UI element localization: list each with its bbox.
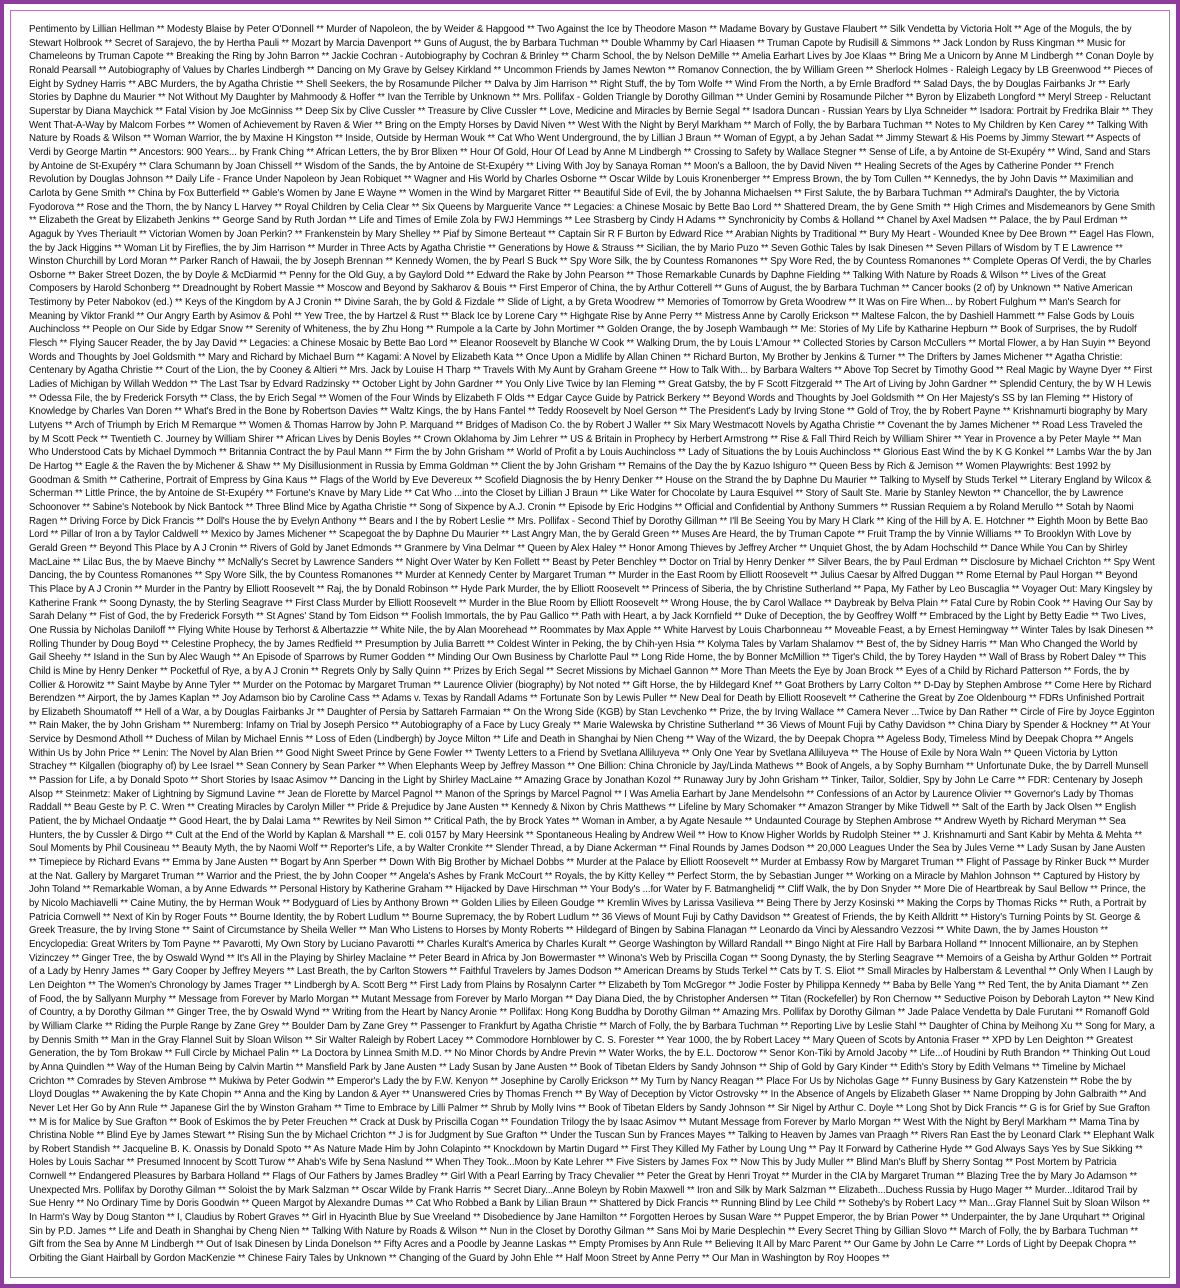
book-list-text: Pentimento by Lillian Hellman ** Modesty Blaise by Peter O'Donnell ** Murder of Napoleon, the by Weider & Hapgood ** Two Against the Ice by Theodore Mason ** Madame Bovary by Gustave Flaubert ** Silk Vendetta by Victoria Holt ** Age of the Moguls, the by Stewart Holbrook ** Secret of Sarajevo, the by Hertha Pauli ** Mozart by Marcia Davenport ** Guns of August, the by Barbara Tuchman ** Double Whammy by Carl Hiaasen ** Truman Capote by Rudisill & Simmons ** Jack London by Russ Kingman ** Music for Chameleons by Truman Capote ** Breaking the Ring by John Barron ** Jackie Cochran - Autobiography by Cochran & Brinley ** Charm School, the by Nelson DeMille ** Amelia Earhart Lives by Joe Klaas ** Bring Me a Unicorn by Anne M Lindbergh ** Conan Doyle by Ronald Pearsall ** Autobiography of Values by Charles Lindbergh ** Dancing on My Grave by Gelsey Kirkland ** Uncommon Friends by James Newton ** Romanov Connection, the by William Green ** Sherlock Holmes - Raleigh Legacy by LB Greenwood ** Pieces of Eight by Sydney Harris ** ABC Murders, the by Agatha Christie ** Shell Seekers, the by Rosamunde Pilcher ** Dalva by Jim Harrison ** Right Stuff, the by Tom Wolfe ** Wind From the North, a by Ernle Bradford ** Salad Days, the by Douglas Fairbanks Jr ** Early Stories by Daphne du Maurier ** Not Without My Daughter by Mahmoody & Hoffer ** Ivan the Terrible by Unknown ** Mrs. Pollifax - Golden Triangle by Dorothy Gillman ** Under Gemini by Rosamunde Pilcher ** Byron by Elizabeth Longford ** Meryl Streep - Reluctant Superstar by Diana Maychick ** Fatal Vision by Joe McGinniss ** Deep Six by Clive Cussler ** Treasure by Clive Cussler ** Love, Medicine and Miracles by Bernie Segal ** Isadora Duncan - Russian Years by Llya Schneider ** Isadora: Portrait by Fredrika Blair ** They Went That-A-Way by Malcom Forbes ** Women of Achievement by Raven & Wier ** Bring on the Empty Horses by David Niven ** West With the Night by Beryl Markham ** March of Folly, the by Barbara Tuchman ** Notes to My Children by Ken Carey ** Talking With Nature by Roads & Wilson ** Woman Warrior, the by Maxine H Kingston ** Inside, Outside by Herman Wouk ** Cat Who Went Underground, the by Lillian J Braun ** Woman of Egypt, a by Jehan Sadat ** Jimmy Stewart & His Poems by Jimmy Stewart ** Aspects of Verdi by George Martin ** Ancestors: 900 Years... by Frank Ching ** African Letters, the by Bror Blixen ** Hour Of Gold, Hour Of Lead by Anne M Lindbergh ** Crossing to Safety by Wallace Stegner ** Sense of Life, a by Antoine de St-Exupéry ** Wind, Sand and Stars by Antoine de St-Exupéry ** Clara Schumann by Joan Chissell ** Wisdom of the Sands, the by Antoine de St-Exupéry ** Living With Joy by Sanaya Roman ** Moon's a Balloon, the by David Niven ** Healing Secrets of the Ages by Catherine Ponder ** French Revolution by Douglas Johnson ** Daily Life - France Under Napoleon by Jean Robiquet ** Wagner and His World by Charles Osborne ** Oscar Wilde by Louis Kronenberger ** Empress Brown, the by Tom Cullen ** Kennedys, the by John Davis ** Maximilian and Carlota by Gene Smith ** China by Fox Butterfield ** Gable's Women by Jane E Wayne ** Women in the Wind by Margaret Ritter ** Beautiful Side of Evil, the by Johanna Michaelsen ** First Salute, the by Barbara Tuchman ** Admiral's Daughter, the by Victoria Fyodorova ** Rose and the Thorn, the by Nancy L Harvey ** Royal Children by Celia Clear ** Six Queens by Marguerite Vance ** Legacies: a Chinese Mosaic by Bette Bao Lord ** Shattered Dream, the by Gene Smith ** High Crimes and Misdemeanors by Gene Smith ** Elizabeth the Great by Elizabeth Jenkins ** George Sand by Ruth Jordan ** Life and Times of Emile Zola by FWJ Hemmings ** Lee Strasberg by Cindy H Adams ** Synchronicity by Combs & Holland ** Chanel by Axel Madsen ** Palace, the by Paul Erdman ** Agaguk by Yves Theriault ** Victorian Women by Joan Perkin? ** Frankenstein by Mary Shelley ** Piaf by Simone Berteaut ** Captain Sir R F Burton by Edward Rice ** Arabian Nights by Traditional ** Bury My Heart - Wounded Knee by Dee Brown ** Eagel Has Flown, the by Jack Higgins ** Woman Lit by Fireflies, the by Jim Harrison ** Murder in Three Acts by Agatha Christie ** Generations by Howe & Strauss ** Sicilian, the by Mario Puzo ** Seven Gothic Tales by Isak Dinesen ** Seven Pillars of Wisdom by T E Lawrence ** Winston Churchill by Lord Moran ** Parker Ranch of Hawaii, the by Joseph Brennan ** Kennedy Women, the by Pearl S Buck ** Spy Wore Silk, the by Countess Romanones ** Spy Wore Red, the by Countess Romanones ** Complete Operas Of Verdi, the by Charles Osborne ** Baker Street Dozen, the by Doyle & McDiarmid ** Penny for the Old Guy, a by Gaylord Dold ** Edward the Rake by John Pearson ** Those Remarkable Cunards by Daphne Fielding ** Talking With Nature by Roads & Wilson ** Lives of the Great Composers by Harold Schonberg ** Dreadnought by Robert Massie ** Moscow and Beyond by Sakharov & Bouis ** First Emperor of China, the by Arthur Cotterell ** Guns of August, the by Barbara Tuchman ** Cancer books (2 of) by Unknown ** Native American Testimony by Peter Nabokov (ed.) ** Keys of the Kingdom by A J Cronin ** Divine Sarah, the by Gold & Fizdale ** Slide of Light, a by Greta Woodrew ** Memories of Tomorrow by Greta Woodrew ** It Was on Fire When... by Robert Fulghum ** Man's Search for Meaning by Viktor Frankl ** Our Angry Earth by Asimov & Pohl ** Yew Tree, the by Hartzel & Rust ** Black Ice by Lorene Cary ** Highgate Rise by Anne Perry ** Mistress Anne by Carolly Erickson ** Maltese Falcon, the by Dashiell Hammett ** False Gods by Louis Auchincloss ** People on Our Side by Edgar Snow ** Serenity of Whiteness, the by Zhu Hong ** Rumpole a la Carte by John Mortimer ** Golden Orange, the by Joseph Wambaugh ** Me: Stories of My Life by Katharine Hepburn ** Book of Surprises, the by Rudolf Flesch ** Flying Saucer Reader, the by Jay David ** Legacies: a Chinese Mosaic by Bette Bao Lord ** Eleanor Roosevelt by Blanche W Cook ** Walking Drum, the by Louis L'Amour ** Collected Stories by Carson McCullers ** Mortal Flower, a by Han Suyin ** Beyond Words and Thoughts by Joel Goldsmith ** Mary and Richard by Michael Burn ** Kagami: A Novel by Elizabeth Kata ** Once Upon a Midlife by Allan Chinen ** Richard Burton, My Brother by Jenkins & Turner ** The Drifters by James Michener ** Agatha Christie: Centenary by Agatha Christie ** Court of the Lion, the by Cooney & Altieri ** Mrs. Jack by Louise H Tharp ** Travels With My Aunt by Graham Greene ** How to Talk With... by Barbara Walters ** Above Top Secret by Timothy Good ** Real Magic by Wayne Dyer ** First Ladies of Michigan by Willah Weddon ** The Last Tsar by Edvard Radzinsky ** October Light by John Gardner ** You Only Live Twice by Ian Fleming ** Great Gatsby, the by F Scott Fitzgerald ** The Art of Living by John Gardner ** Splendid Century, the by W H Lewis ** Odessa File, the by Frederick Forsyth ** Class, the by Erich Segal ** Women of the Four Winds by Elizabeth F Olds ** Edgar Cayce Guide by Patrick Berkery ** Beyond Words and Thoughts by Joel Goldsmith ** On Her Majesty's SS by Ian Fleming ** History of Knowledge by Charles Van Doren ** What's Bred in the Bone by Robertson Davies ** Waltz Kings, the by Hans Fantel ** Teddy Roosevelt by Noel Gerson ** The President's Lady by Irving Stone ** Gold of Troy, the by Robert Payne ** Krishnamurti biography by Mary Lutyens ** Arch of Triumph by Erich M Remarque ** Women & Thomas Harrow by John P. Marquand ** Bridges of Madison Co. the by Robert J Waller ** Six Mary Westmacott Novels by Agatha Christie ** Covenant the by James Michener ** Road Less Traveled the by M Scott Peck ** Twentieth C. Journey by William Shirer ** African Lives by Denis Boyles ** Crown Oklahoma by Jim Lehrer ** US & Britain in Prophecy by Herbert Armstrong ** Rise & Fall Third Reich by William Shirer ** Year in Provence a by Peter Mayle ** Man Who Understood Cats by Michael Dymmoch ** Britannia Contract the by Paul Mann ** Firm the by John Grisham ** World of Profit a by Louis Auchincloss ** Lady of Situations the by Louis Auchincloss ** Glorious East Wind the by K G Konkel ** Lambs War the by Jan De Hartog ** Eagle & the Raven the by Michener & Shaw ** My Disillusionment in Russia by Emma Goldman ** Client the by John Grisham ** Remains of the Day the by Kazuo Ishiguro ** Queen Bess by Rich & Jemison ** Women Playwrights: Best 1992 by Goodman & Smith ** Catherine, Portrait of Empress by Gina Kaus ** Flags of the World by Eve Devereux ** Scofield Diagnosis the by Henry Denker ** House on the Strand the by Daphne Du Maurier ** Talking to Myself by Studs Terkel ** Literary England by Wilcox & Scherman ** Little Prince, the by Antoine de St-Exupéry ** Fortune's Knave by Mary Lide ** Cat Who ...into the Closet by Lillian J Braun ** Like Water for Chocolate by Laura Esquivel ** Story of Sault Ste. Marie by Stanley Newton ** Chancellor, the by Lawrence Schoonover ** Sabine's Notebook by Nick Bantock ** Three Blind Mice by Agatha Christie ** Song of Sixpence by A.J. Cronin ** Episode by Eric Hodgins ** Official and Confidential by Anthony Summers ** Russian Requiem a by Roland Merullo ** Sotah by Naomi Ragen ** Driving Force by Dick Francis ** Doll's House the by Evelyn Anthony ** Bears and I the by Robert Leslie ** Mrs. Pollifax - Second Thief by Dorothy Gillman ** I'll Be Seeing You by Mary H Clark ** King of the Hill by A. E. Hotchner ** Eighth Moon by Bette Bao Lord ** Pillar of Iron a by Taylor Caldwell ** Mexico by James Michener ** Scapegoat the by Daphne Du Maurier ** Last Angry Man, the by Gerald Green ** Muses Are Heard, the by Truman Capote ** Fruit Tramp the by Vinnie Williams ** To Brooklyn With Love by Gerald Green ** Beyond This Place by A J Cronin ** Rivers of Gold by Janet Edmonds ** Granmere by Vina Delmar ** Queen by Alex Haley ** Honor Among Thieves by Jeffrey Archer ** Unquiet Ghost, the by Adam Hochschild ** Dance While You Can by Shirley MacLaine ** Lilac Bus, the by Maeve Binchy ** McNally's Secret by Lawrence Sanders ** Night Over Water by Ken Follett ** Beast by Peter Benchley ** Doctor on Trial by Henry Denker ** Silver Bears, the by Paul Erdman ** Disclosure by Michael Crichton ** Spy Went Dancing, the by Countess Romanones ** Spy Wore Silk, the by Countess Romanones ** Murder at Kennedy Center by Margaret Truman ** Murder in the East Room by Elliott Roosevelt ** Julius Caesar by Alfred Duggan ** Rome Eternal by Paul Horgan ** Beyond This Place by A J Cronin ** Murder in the Pantry by Elliott Roosevelt ** Raj, the by Donald Robinson ** Hyde Park Murder, the by Elliott Roosevelt ** Princess of Siberia, the by Christine Sutherland ** Papa, My Father by Leo Buscaglia ** Voyager Out: Mary Kingsley by Katherine Frank ** Soong Dynasty, the by Sterling Seagrave ** First Class Murder by Elliott Roosevelt ** Murder in the Blue Room by Elliott Roosevelt ** Wrong House, the by Carol Wallace ** Daybreak by Belva Plain ** Fatal Cure by Robin Cook ** Having Our Say by Sarah Delany ** Fist of God, the by Frederick Forsyth ** St Agnes' Stand by Tom Eidson ** Foolish Immortals, the by Pau Gallico ** Path with Heart, a by Jack Kornfield ** Duke of Deception, the by Geoffrey Wolff ** Embraced by the Light by Betty Eadie ** Two Lives, One Russia by Nicholas Daniloff ** Flying White House by Terhorst & Albertazzie ** White Nile, the by Alan Moorehead ** Roommates by Max Apple ** White Harvest by Louis Charbonneau ** Moveable Feast, a by Ernest Hemingway ** Winter Tales by Isak Dinesen ** Rolling Thunder by Doug Boyd ** Celestine Prophecy, the by James Redfield ** Presumption by Julia Barrett ** Coldest Winter in Peking, the by Chih-yen Hsia ** Kolyma Tales by Varlam Shalamov ** Best of, the by Sidney Harris ** Man Who Changed the World by Gail Sheehy ** Island in the Sun by Alec Waugh ** An Episode of Sparrows by Rumer Godden ** Minding Our Own Business by Charlotte Paul ** Long Ride Home, the by Bonner McMillion ** Tiger's Child, the by Torey Hayden ** Wall of Brass by Robert Daley ** This Child is Mine by Henry Denker ** Pocketful of Rye, a by A J Cronin ** Regrets Only by Sally Quinn ** Prizes by Erich Segal ** Secret Missions by Michael Gannon ** More Than Meets the Eye by Joan Brock ** Eyes of a Child by Richard Patterson ** Fords, the by Collier & Horowitz ** Saint Maybe by Anne Tyler ** Murder on the Potomac by Margaret Truman ** Laurence Olivier (biography) by Not noted ** Gift Horse, the by Hildegard Knef ** Goat Brothers by Larry Colton ** D-Day by Stephen Ambrose ** Come Here by Richard Berendzen ** Airport, the by James Kaplan ** Joy Adamson bio by Caroline Cass ** Adams v. Texas by Randall Adams ** Fortunate Son by Lewis Puller ** New Deal for Death by Elliott Roosevelt ** Catherine the Great by Zoe Oldenbourg ** FDRs Unfinished Portrait by Elizabeth Shoumatoff ** Hell of a War, a by Douglas Fairbanks Jr ** Daughter of Persia by Sattareh Farmaian ** On the Wrong Side (KGB) by Stan Levchenko ** Prize, the by Irving Wallace ** Camera Never ...Twice by Dan Rather ** Circle of Fire by Joyce Egginton ** Rain Maker, the by John Grisham ** Nuremberg: Infamy on Trial by Joseph Persico ** Autobiography of a Face by Lucy Grealy ** Marie Walewska by Christine Sutherland ** 36 Views of Mount Fuji by Cathy Davidson ** China Diary by Spender & Hockney ** At Your Service by Desmond Atholl ** Duchess of Milan by Michael Ennis ** Loss of Eden (Lindbergh) by Joyce Milton ** Life and Death in Shanghai by Nien Cheng ** Way of the Wizard, the by Deepak Chopra ** Ageless Body, Timeless Mind by Deepak Chopra ** Angels Within Us by John Price ** Lenin: The Novel by Alan Brien ** Good Night Sweet Prince by Gene Fowler ** Twenty Letters to a Friend by Svetlana Alliluyeva ** Only One Year by Svetlana Alliluyeva ** The House of Exile by Nora Waln ** Queen Victoria by Lytton Strachey ** Kilgallen (biography of) by Lee Israel ** Sean Connery by Sean Parker ** When Elephants Weep by Jeffrey Masson ** One Billion: China Chronicle by Jay/Linda Mathews ** Book of Angels, a by Sophy Burnham ** Unfortunate Duke, the by Darrell Munsell ** Passion for Life, a by Donald Spoto ** Short Stories by Isaac Asimov ** Dancing in the Light by Shirley MacLaine ** Amazing Grace by Jonathan Kozol ** Runaway Jury by John Grisham ** Tinker, Tailor, Soldier, Spy by John Le Carre ** FDR: Centenary by Joseph Alsop ** Steinmetz: Maker of Lightning by Sigmund Lavine ** Jean de Florette by Marcel Pagnol ** Manon of the Springs by Marcel Pagnol ** I Was Amelia Earhart by Jane Mendelsohn ** Confessions of an Actor by Laurence Olivier ** Governor's Lady by Thomas Raddall ** Beau Geste by P. C. Wren ** Creating Miracles by Carolyn Miller ** Pride & Prejudice by Jane Austen ** Kennedy & Nixon by Chris Matthews ** Lifeline by Mary Schomaker ** Amazon Stranger by Mike Tidwell ** Salt of the Earth by Jack Olsen ** English Patient, the by Michael Ondaatje ** Good Heart, the by Dalai Lama ** Rewrites by Neil Simon ** Critical Path, the by Brock Yates ** Woman in Amber, a by Agate Nesaule ** Undaunted Courage by Stephen Ambrose ** Andrew Wyeth by Richard Meryman ** Sea Hunters, the by Cussler & Dirgo ** Cult at the End of the World by Kaplan & Marshall ** E. coli 0157 by Mary Heersink ** Spontaneous Healing by Andrew Weil ** How to Know Higher Worlds by Rudolph Steiner ** J. Krishnamurti and Sant Kabir by Mehta & Mehta ** Soul Moments by Phil Cousineau ** Beauty Myth, the by Naomi Wolf ** Reporter's Life, a by Walter Cronkite ** Slender Thread, a by Diane Ackerman ** Final Rounds by James Dodson ** 20,000 Leagues Under the Sea by Jules Verne ** Lady Susan by Jane Austen ** Timepiece by Richard Evans ** Emma by Jane Austen ** Bogart by Ann Sperber ** Down With Big Brother by Michael Dobbs ** Murder at the Palace by Elliott Roosevelt ** Murder at Embassy Row by Margaret Truman ** Flight of Passage by Rinker Buck ** Murder at the Nat. Gallery by Margaret Truman ** Warrior and the Priest, the by John Cooper ** Angela's Ashes by Frank McCourt ** Royals, the by Kitty Kelley ** Perfect Storm, the by Sebastian Junger ** Working on a Miracle by Mahlon Johnson ** Captured by History by John Toland ** Remarkable Woman, a by Anne Edwards ** Personal History by Katherine Graham ** Hijacked by Dave Hirschman ** Your Body's ...for Water by F. Batmanghelidj ** Cliff Walk, the by Don Snyder ** More Die of Heartbreak by Saul Bellow ** Prince, the by Nicolo Machiavelli ** Caine Mutiny, the by Herman Wouk ** Bodyguard of Lies by Anthony Brown ** Golden Lilies by Eileen Goudge ** Kremlin Wives by Larissa Vasilieva ** Being There by Jerzy Kosinski ** Making the Corps by Thomas Ricks ** Ruth, a Portrait by Patricia Cornwell ** Next of Kin by Roger Fouts ** Bourne Identity, the by Robert Ludlum ** Bourne Supremacy, the by Robert Ludlum ** 36 Views of Mount Fuji by Cathy Davidson ** Greatest of Friends, the by Keith Alldritt ** History's Turning Points by St. George & Greek Treasure, the by Irving Stone ** Saint of Circumstance by Sheila Weller ** Man Who Listens to Horses by Monty Roberts ** Hildegard of Bingen by Sabina Flanagan ** Leonardo da Vinci by Alessandro Vezzosi ** White Dawn, the by James Houston ** Encyclopedia: Great Writers by Tom Payne ** Pavarotti, My Own Story by Luciano Pavarotti ** Charles Kuralt's America by Charles Kuralt ** George Washington by Willard Randall ** Bingo Night at Fire Hall by Barbara Holland ** Innocent Millionaire, an by Stephen Vizinczey ** Ginger Tree, the by Oswald Wynd ** It's All in the Playing by Shirley Maclaine ** Peter Beard in Africa by Jon Bowermaster ** Winona's Web by Priscilla Cogan ** Soong Dynasty, the by Sterling Seagrave ** Memoirs of a Geisha by Arthur Golden ** Portrait of a Lady by Henry James ** Gary Cooper by Jeffrey Meyers ** Last Breath, the by Carlton Stowers ** Faithful Travelers by James Dodson ** American Dreams by Studs Terkel ** Cats by T. S. Eliot ** Small Miracles by Halberstam & Leventhal ** Only When I Laugh by Len Deighton ** The Women's Chronology by James Trager ** Lindbergh by A. Scott Berg ** First Lady from Plains by Rosalynn Carter ** Elizabeth by Tom McGregor ** Jodie Foster by Philippa Kennedy ** Baba by Belle Yang ** Red Tent, the by Anita Diamant ** Zen of Food, the by Sallyann Murphy ** Message from Forever by Marlo Morgan ** Mutant Message from Forever by Marlo Morgan ** Day Diana Died, the by Christopher Andersen ** Titan (Rockefeller) by Ron Chernow ** Seductive Poison by Deborah Layton ** New Kind of Country, a by Dorothy Gilman ** Ginger Tree, the by Oswald Wynd ** Writing from the Heart by Nancy Aronie ** Pollifax: Hong Kong Buddha by Dorothy Gilman ** Amazing Mrs. Pollifax by Dorothy Gilman ** Jade Palace Vendetta by Dale Furutani ** Romanoff Gold by William Clarke ** Riding the Purple Range by Zane Grey ** Boulder Dam by Zane Grey ** Passenger to Frankfurt by Agatha Christie ** March of Folly, the by Barbara Tuchman ** Reporting Live by Leslie Stahl ** Daughter of China by Meihong Xu ** Song for Mary, a by Dennis Smith ** Man in the Gray Flannel Suit by Sloan Wilson ** Sir Walter Raleigh by Robert Lacey ** Commodore Hornblower by C. S. Forester ** Year 1000, the by Robert Lacey ** Mary Queen of Scots by Antonia Fraser ** XPD by Len Deighton ** Greatest Generation, the by Tom Brokaw ** Full Circle by Michael Palin ** La Doctora by Linnea Smith M.D. ** No Minor Chords by Andre Previn ** Water Works, the by E.L. Doctorow ** Senor Kon-Tiki by Arnold Jacoby ** Life...of Houdini by Ruth Brandon ** Thinking Out Loud by Anna Quindlen ** Way of the Human Being by Calvin Martin ** Mansfield Park by Jane Austen ** Lady Susan by Jane Austen ** Book of Tibetan Elders by Sandy Johnson ** Ship of Gold by Gary Kinder ** Edith's Story by Edith Velmans ** Timeline by Michael Crichton ** Comrades by Steven Ambrose ** Mukiwa by Peter Godwin ** Emperor's Lady the by F.W. Kenyon ** Josephine by Carolly Erickson ** My Turn by Nancy Reagan ** Place For Us by Nicholas Gage ** Funny Business by Gary Katzenstein ** Robe the by Lloyd Douglas ** Awakening the by Kate Chopin ** Anna and the King by Landon & Ayer ** Unanswered Cries by Thomas French ** By Way of Deception by Victor Ostrovsky ** In the Absence of Angels by Elizabeth Glaser ** Name Dropping by John Galbraith ** And Never Let Her Go by Ann Rule ** Japanese Girl the by Winston Graham ** Time to Embrace by Lilli Palmer ** Shrub by Molly Ivins ** Book of Tibetan Elders by Sandy Johnson ** Sir Nigel by Arthur C. Doyle ** Long Shot by Dick Francis ** G is for Grief by Sue Grafton ** M is for Malice by Sue Grafton ** Book of Eskimos the by Peter Freuchen ** Crack at Dusk by Priscilla Cogan ** Foundation Trilogy the by Isaac Asimov ** Mutant Message from Forever by Marlo Morgan ** West With the Night by Beryl Markham ** Mama Tina by Christina Noble ** Blind Eye by James Stewart ** Rising Sun the by Michael Crichton ** J is for Judgment by Sue Grafton ** Under the Tuscan Sun by Frances Mayes ** Talking to Heaven by James van Praagh ** Rivers Ran East the by Leonard Clark ** Elephant Walk by Robert Standish ** Jacqueline B. K. Onassis by Donald Spoto ** As Nature Made Him by John Colapinto ** Knockdown by Martin Dugard ** First They Killed My Father by Loung Ung ** Pay It Forward by Catherine Hyde ** God Always Says Yes by Sue Sikking ** Holes by Louis Sachar ** Presumed Innocent by Scott Turow ** Ahab's Wife by Sena Naslund ** When They Took...Moon by Kate Lehrer ** Five Sisters by James Fox ** Now This by Judy Muller ** Blind Man's Bluff by Sherry Sontag ** Post Mortem by Patricia Cornwell ** Endangered Pleasures by Barbara Holland ** Flags of Our Fathers by James Bradley ** Girl With a Pearl Earring by Tracy Chevalier ** Peter the Great by Henri Troyat ** Murder in the CIA by Margaret Truman ** Blazing Tree the by Mary Jo Adamson ** Unexpected Mrs. Pollifax by Dorothy Gilman ** Soloist the by Mark Salzman ** Oscar Wilde by Frank Harris ** Secret Diary...Anne Boleyn by Robin Maxwell ** Iron and Silk by Mark Salzman ** Elizabeth...Duchess Russia by Hugo Mager ** Murder...Iditarod Trail by Sue Henry ** No Ordinary Time by Doris Goodwin ** Queen Margot by Alexandre Dumas ** Cat Who Robbed a Bank by Lilian Braun ** Shattered by Dick Francis ** Running Blind by Lee Child ** Sotheby's by Robert Lacy ** Man...Gray Flannel Suit by Sloan Wilson ** In Harm's Way by Doug Stanton ** I, Claudius by Robert Graves ** Girl in Hyacinth Blue by Sue Vreeland ** Disobedience by Jane Hamilton ** Forgotten Heroes by Susan Ware ** Puppet Emperor, the by Brian Power ** Underpainter, the by Jane Urquhart ** Original Sin by P.D. James ** Life and Death in Shanghai by Cheng Nien ** Talking With Nature by Roads & Wilson ** Nun in the Closet by Dorothy Gilman ** Sans Moi by Marie Desplechin ** Every Secret Thing by Gillian Slovo ** March of Folly, the by Barbara Tuchman ** Gift from the Sea by Anne M Lindbergh ** Out of Isak Dinesen by Linda Donelson ** Fifty Acres and a Poodle by Jeanne Laskas ** Empty Promises by Ann Rule ** Believing It All by Marc Parent ** Our Game by John Le Carre ** Lords of Light by Deepak Chopra ** Orbiting the Giant Hairball by Gordon MacKenzie ** Chinese Fairy Tales by Unknown ** Changing of the Guard by John Ehle ** Half Moon Street by Anne Perry ** Our Man in Washington by Roy Hoopes ** — [29, 24, 1155, 1265]
document-area — [10, 10, 1170, 1278]
